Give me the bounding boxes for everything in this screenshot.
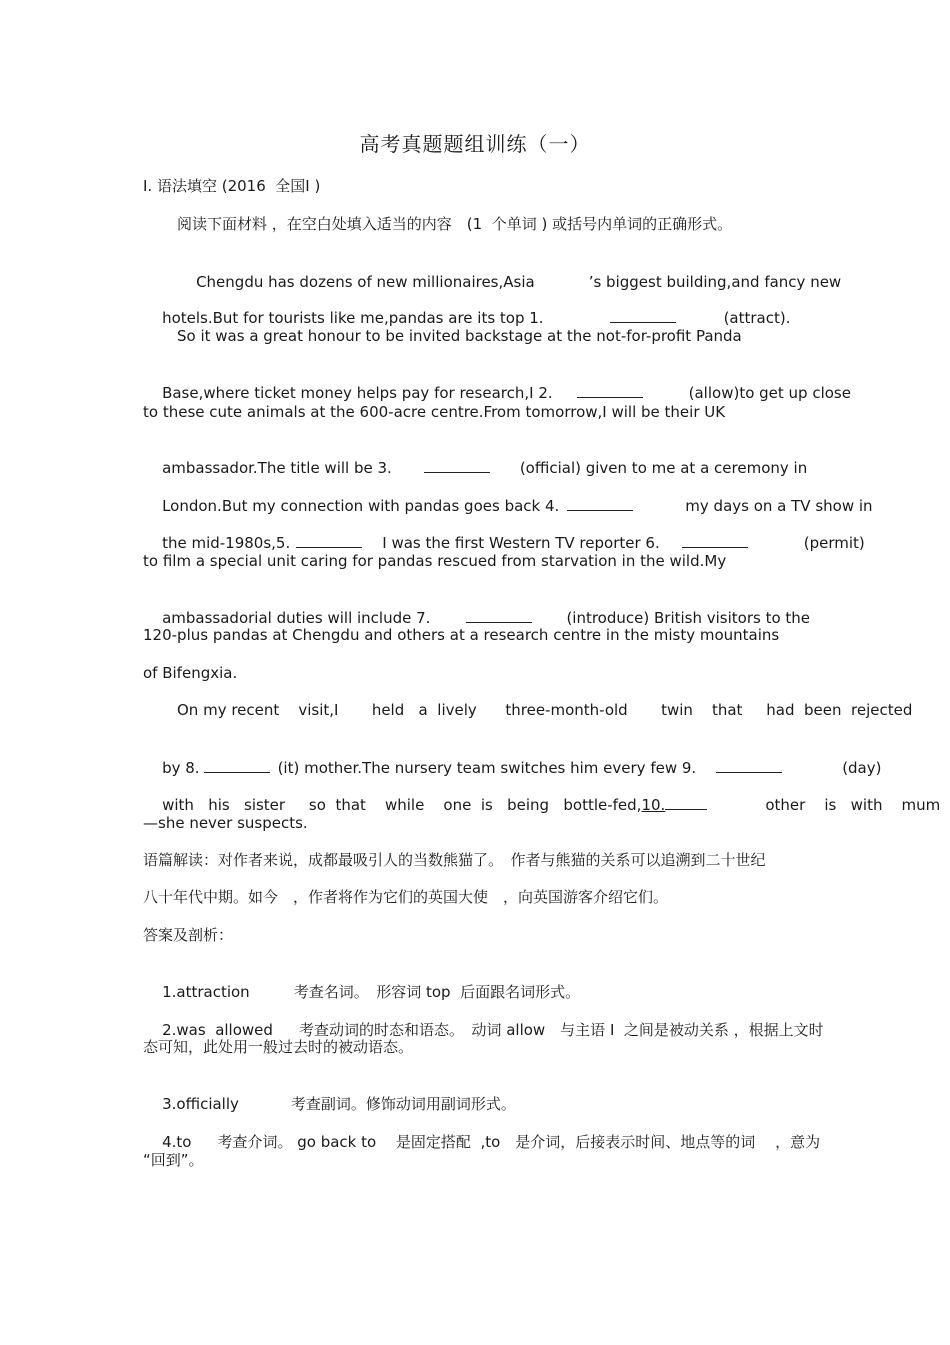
- passage-text: other is with mum: [765, 796, 941, 814]
- blank-8: [204, 758, 270, 773]
- answer-explanation: 考查名词。 形容词 top 后面跟名词形式。: [293, 983, 581, 1001]
- blank-10-number: 10.: [641, 796, 666, 814]
- passage-text: I was the first Western TV reporter 6.: [382, 534, 660, 552]
- passage-line-13: On my recent visit,I held a lively three-month-old twin that had been rejected: [177, 701, 913, 719]
- blank-1: [610, 308, 676, 323]
- summary-line-2: 八十年代中期。如今 ，作者将作为它们的英国大使 ，向英国游客介绍它们。: [143, 888, 669, 906]
- blank-6: [682, 533, 748, 548]
- instruction: 阅读下面材料 ，在空白处填入适当的内容 (1 个单词 ) 或括号内单词的正确形式。: [177, 215, 733, 233]
- answer-4-continued: “回到”。: [143, 1151, 204, 1169]
- blank-3: [424, 458, 490, 473]
- passage-text: (day): [842, 759, 882, 777]
- passage-text: the mid-1980s,5.: [162, 534, 291, 552]
- blank-9: [716, 758, 782, 773]
- passage-text: (allow)to get up close: [688, 384, 851, 402]
- passage-line-5: to these cute animals at the 600-acre centre.From tomorrow,I will be their UK: [143, 403, 726, 421]
- passage-line-16: —she never suspects.: [143, 814, 308, 832]
- passage-line-3: So it was a great honour to be invited backstage at the not-for-profit Panda: [177, 327, 742, 345]
- passage-text: with his sister so that while one is being bottle-fed,: [162, 796, 642, 814]
- answer-4: [143, 1112, 820, 1172]
- passage-line-12: of Bifengxia.: [143, 664, 238, 682]
- section-heading: I. 语法填空 (2016 全国Ⅰ ): [143, 177, 321, 195]
- answer-explanation: 考查介词。 go back to 是固定搭配 ,to 是介词，后接表示时间、地点等的词 ，意为: [217, 1133, 821, 1151]
- passage-text: ambassador.The title will be 3.: [162, 459, 392, 477]
- passage-text: (permit): [803, 534, 865, 552]
- blank-7: [466, 608, 532, 623]
- passage-text: by 8.: [162, 759, 200, 777]
- passage-text: my days on a TV show in: [685, 497, 873, 515]
- summary-line-1: 语篇解读：对作者来说，成都最吸引人的当数熊猫了。 作者与熊猫的关系可以追溯到二十世纪: [143, 851, 766, 869]
- blank-10: [665, 795, 707, 810]
- page-title: 高考真题题组训练（一）: [359, 132, 591, 156]
- passage-text: Chengdu has dozens of new millionaires,Asia: [196, 273, 535, 291]
- passage-text: Base,where ticket money helps pay for research,I 2.: [162, 384, 553, 402]
- blank-4: [567, 496, 633, 511]
- passage-text: (it) mother.The nursery team switches him every few 9.: [277, 759, 697, 777]
- passage-text: (introduce) British visitors to the: [566, 609, 811, 627]
- blank-2: [577, 383, 643, 398]
- passage-line-11: 120-plus pandas at Chengdu and others at a research centre in the misty mountains: [143, 626, 780, 644]
- answer-explanation: 考查动词的时态和语态。 动词 allow 与主语 I 之间是被动关系 ，根据上文时: [298, 1021, 824, 1039]
- answer-key: 3.officially: [162, 1095, 239, 1113]
- answer-explanation: 考查副词。修饰动词用副词形式。: [290, 1095, 516, 1113]
- passage-text: hotels.But for tourists like me,pandas are its top 1.: [162, 309, 544, 327]
- answer-key: 4.to: [162, 1133, 192, 1151]
- passage-text: ’s biggest building,and fancy new: [588, 273, 842, 291]
- answer-2-continued: 态可知，此处用一般过去时的被动语态。: [143, 1038, 414, 1056]
- blank-5: [296, 533, 362, 548]
- answers-heading: 答案及剖析：: [143, 926, 234, 944]
- passage-line-9: to film a special unit caring for pandas rescued from starvation in the wild.My: [143, 552, 727, 570]
- passage-text: (official) given to me at a ceremony in: [519, 459, 808, 477]
- passage-text: ambassadorial duties will include 7.: [162, 609, 431, 627]
- answer-key: 1.attraction: [162, 983, 250, 1001]
- answer-key: 2.was allowed: [162, 1021, 273, 1039]
- passage-text: London.But my connection with pandas goes back 4.: [162, 497, 560, 515]
- passage-text: (attract).: [723, 309, 791, 327]
